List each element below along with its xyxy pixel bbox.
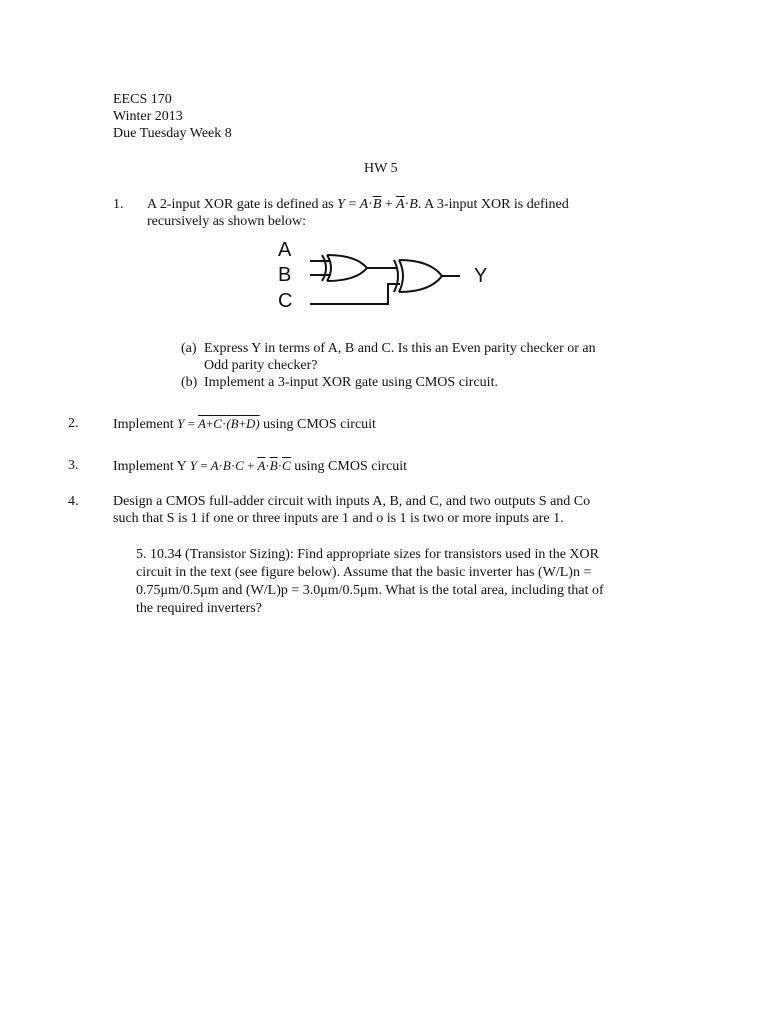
question-2-equation: Y = A+C·(B+D) (177, 416, 260, 431)
question-2-number: 2. (68, 416, 79, 431)
question-4-number: 4. (68, 494, 79, 509)
question-3-number: 3. (68, 458, 79, 473)
question-5-line-4: the required inverters? (136, 601, 262, 616)
question-1-line-2: recursively as shown below: (147, 214, 307, 229)
question-3-prefix: Implement Y (113, 459, 187, 474)
xor-cascade-diagram (270, 234, 500, 318)
question-3-suffix: using CMOS circuit (294, 459, 407, 474)
question-4-line-1: Design a CMOS full-adder circuit with inputs A, B, and C, and two outputs S and Co (113, 494, 591, 509)
wire-input-c (310, 284, 400, 304)
input-a-label: A (278, 239, 292, 261)
part-b-label: (b) (181, 375, 198, 390)
due-date: Due Tuesday Week 8 (113, 126, 232, 141)
question-3-equation: $Y = A\cdot B\cdot C + \overline{A}\cdot\overline{B}\cdot\overline{C}$ (189, 458, 291, 473)
question-1-number: 1. (113, 197, 124, 212)
question-1-intro-end: . A 3-input XOR is defined (417, 197, 569, 212)
input-c-label: C (278, 290, 293, 312)
question-3-line (113, 457, 407, 475)
question-2-line (113, 415, 376, 433)
question-4-line-2: such that S is 1 if one or three inputs are 1 and o is 1 is two or more inputs are 1. (113, 511, 564, 526)
xor-gate-2 (394, 260, 442, 292)
output-y-label: Y (474, 265, 488, 287)
part-a-line-2: Odd parity checker? (204, 358, 318, 373)
question-5-line-3: 0.75μm/0.5μm and (W/L)p = 3.0μm/0.5μm. What is the total area, including that of (136, 583, 604, 598)
question-1-intro: A 2-input XOR gate is defined as (147, 197, 334, 212)
homework-title: HW 5 (364, 161, 398, 176)
question-2-suffix: using CMOS circuit (263, 417, 376, 432)
xor-gate-1 (310, 255, 367, 281)
question-2-prefix: Implement (113, 417, 174, 432)
question-1-line-1 (147, 196, 569, 213)
part-a-label: (a) (181, 341, 197, 356)
term: Winter 2013 (113, 109, 183, 124)
question-5-line-1: 5. 10.34 (Transistor Sizing): Find appropriate sizes for transistors used in the XOR (136, 547, 599, 562)
part-b-text: Implement a 3-input XOR gate using CMOS circuit. (204, 375, 498, 390)
course-name: EECS 170 (113, 92, 172, 107)
question-5-line-2: circuit in the text (see figure below). Assume that the basic inverter has (W/L)n = (136, 565, 592, 580)
xor-definition-equation: $Y = A\cdot\overline{B} + \overline{A}\cdot B$ (337, 197, 418, 212)
part-a-line-1: Express Y in terms of A, B and C. Is this an Even parity checker or an (204, 341, 596, 356)
input-b-label: B (278, 264, 292, 286)
